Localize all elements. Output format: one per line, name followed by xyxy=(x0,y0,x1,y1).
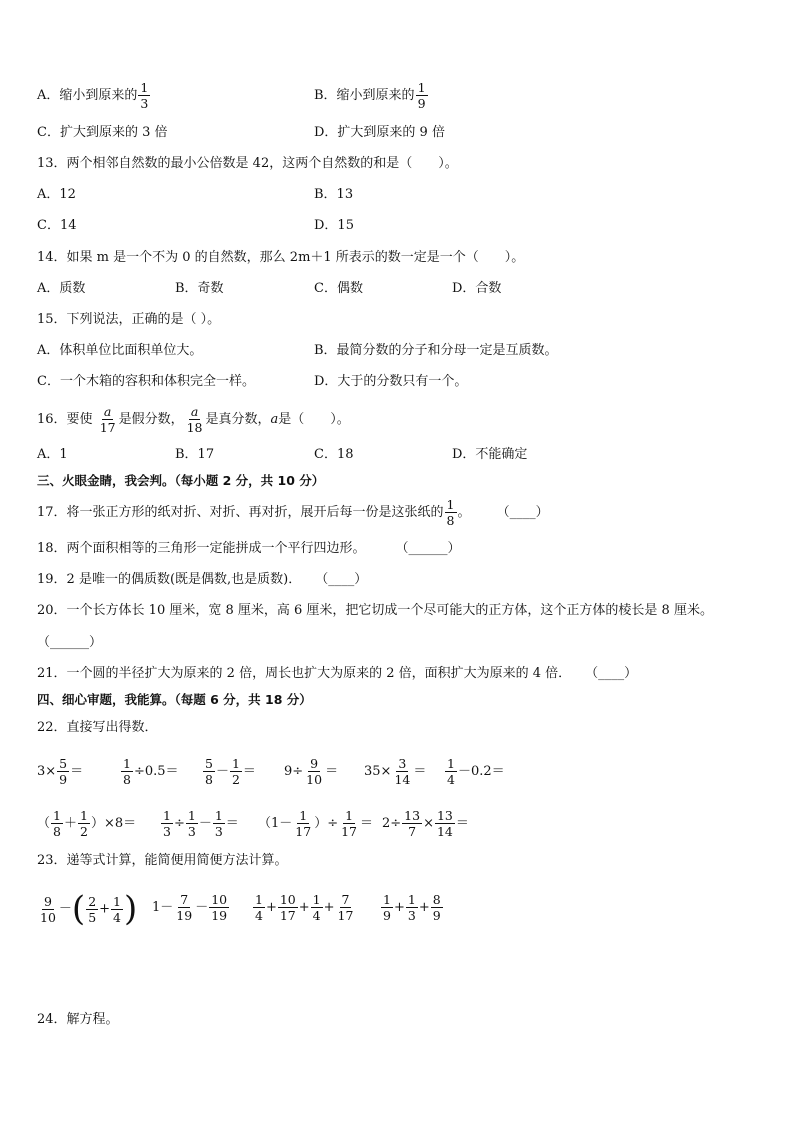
q19: 19．2 是唯一的偶质数(既是偶数,也是质数)． （____） xyxy=(37,572,368,587)
section-3-heading: 三、火眼金睛，我会判。（每小题 2 分，共 10 分） xyxy=(37,473,325,488)
section-4-heading: 四、细心审题，我能算。（每题 6 分，共 18 分） xyxy=(37,692,312,707)
answer-blank[interactable]: （____） xyxy=(585,666,638,681)
q22-expr-1: 3× $\frac{5}{9}$ ＝ xyxy=(37,756,84,787)
q12-option-a: A．缩小到原来的 $\frac{1}{3}$ xyxy=(37,80,149,111)
q22-expr-6: $\frac{1}{4}$ －0.2＝ xyxy=(447,756,505,787)
q24-title: 24．解方程。 xyxy=(37,1012,119,1027)
q13-option-a: A．12 xyxy=(37,187,76,202)
q16-option-b: B．17 xyxy=(175,447,215,462)
q12-option-b: B．缩小到原来的 $\frac{1}{9}$ xyxy=(314,80,426,111)
q22-expr-5: 35× $\frac{3}{14}$ ＝ xyxy=(364,756,427,787)
q22-title: 22．直接写出得数． xyxy=(37,720,158,735)
fraction: $\frac{a}{18}$ xyxy=(186,404,203,435)
fraction: $\frac{1}{3}$ xyxy=(140,80,149,111)
answer-blank[interactable]: （____） xyxy=(496,505,549,520)
q15-option-a: A．体积单位比面积单位大。 xyxy=(37,343,203,358)
q15-option-c: C．一个木箱的容积和体积完全一样。 xyxy=(37,374,255,389)
q13-option-d: D．15 xyxy=(314,218,354,233)
q14-option-c: C．偶数 xyxy=(314,281,363,296)
q22-expr-9: （1－ $\frac{1}{17}$ ）÷ $\frac{1}{17}$ ＝ xyxy=(258,808,374,839)
q22-expr-2: $\frac{1}{8}$ ÷0.5＝ xyxy=(123,756,179,787)
q13-stem: 13．两个相邻自然数的最小公倍数是 42，这两个自然数的和是（ ）。 xyxy=(37,156,458,171)
q14-option-a: A．质数 xyxy=(37,281,86,296)
fraction: $\frac{1}{9}$ xyxy=(417,80,426,111)
q21: 21．一个圆的半径扩大为原来的 2 倍，周长也扩大为原来的 2 倍，面积扩大为原来的 4 倍． （____） xyxy=(37,666,638,681)
q23-expr-4: $\frac{1}{9}$ + $\frac{1}{3}$ + $\frac{8}{9}$ xyxy=(383,892,441,923)
q15-stem: 15．下列说法，正确的是（ ）。 xyxy=(37,312,221,327)
q22-expr-3: $\frac{5}{8}$ － $\frac{1}{2}$ ＝ xyxy=(205,756,256,787)
q22-expr-4: 9÷ $\frac{9}{10}$ ＝ xyxy=(284,756,339,787)
q15-option-d: D．大于的分数只有一个。 xyxy=(314,374,468,389)
q23-expr-2: 1－ $\frac{7}{19}$ － $\frac{10}{19}$ xyxy=(152,892,228,923)
q23-title: 23．递等式计算，能简便用简便方法计算。 xyxy=(37,853,288,868)
q16-option-d: D．不能确定 xyxy=(452,447,528,462)
fraction: $\frac{1}{8}$ xyxy=(446,497,455,528)
q15-option-b: B．最简分数的分子和分母一定是互质数。 xyxy=(314,343,558,358)
q23-expr-1: $\frac{9}{10}$ －( $\frac{2}{5}$ + $\frac{1}{4}$ ) xyxy=(40,889,138,929)
q17: 17．将一张正方形的纸对折、对折、再对折，展开后每一份是这张纸的 $\frac{1}{8}$ 。 （____） xyxy=(37,497,549,528)
q18: 18．两个面积相等的三角形一定能拼成一个平行四边形。 （______） xyxy=(37,541,461,556)
q12-option-d: D．扩大到原来的 9 倍 xyxy=(314,125,445,140)
q23-expr-3: $\frac{1}{4}$ + $\frac{10}{17}$ + $\frac{1}{4}$ + $\frac{7}{17}$ xyxy=(255,892,354,923)
q13-option-b: B．13 xyxy=(314,187,354,202)
q22-expr-8: $\frac{1}{3}$ ÷ $\frac{1}{3}$ － $\frac{1}{3}$ ＝ xyxy=(163,808,239,839)
q16-stem: 16．要使 $\frac{a}{17}$ 是假分数， $\frac{a}{18}$ 是真分数，a是（ ）。 xyxy=(37,404,350,435)
q20-answer-blank[interactable]: （______） xyxy=(37,635,103,650)
q12-option-c: C．扩大到原来的 3 倍 xyxy=(37,125,168,140)
q22-expr-7: （ $\frac{1}{8}$ ＋ $\frac{1}{2}$ ）×8＝ xyxy=(37,808,137,839)
q14-option-d: D．合数 xyxy=(452,281,502,296)
answer-blank[interactable]: （______） xyxy=(395,541,461,556)
q13-option-c: C．14 xyxy=(37,218,77,233)
q14-stem: 14．如果 m 是一个不为 0 的自然数，那么 2m＋1 所表示的数一定是一个（ ）。 xyxy=(37,250,525,265)
fraction: $\frac{a}{17}$ xyxy=(99,404,116,435)
q20: 20．一个长方体长 10 厘米，宽 8 厘米，高 6 厘米，把它切成一个尽可能大的正方体，这个正方体的棱长是 8 厘米。 xyxy=(37,603,713,618)
q16-option-a: A．1 xyxy=(37,447,68,462)
q22-expr-10: 2÷ $\frac{13}{7}$ × $\frac{13}{14}$ ＝ xyxy=(382,808,469,839)
q16-option-c: C．18 xyxy=(314,447,354,462)
answer-blank[interactable]: （____） xyxy=(315,572,368,587)
q14-option-b: B．奇数 xyxy=(175,281,224,296)
